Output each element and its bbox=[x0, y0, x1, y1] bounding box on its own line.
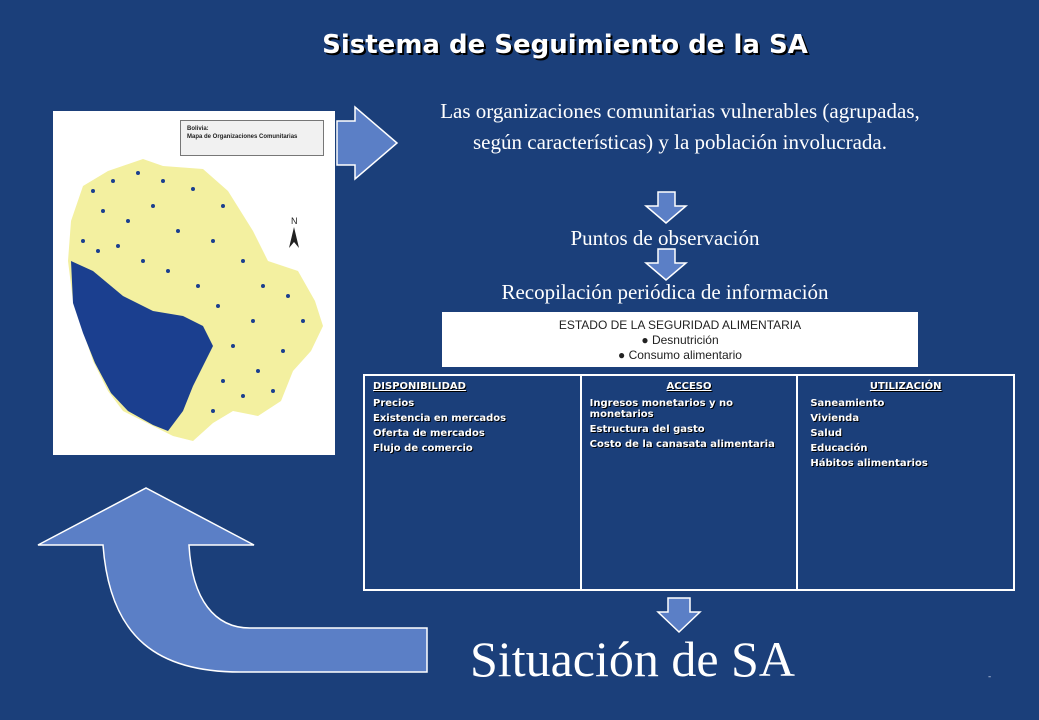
north-label: N bbox=[291, 216, 298, 226]
down-arrow-icon bbox=[646, 249, 686, 280]
column-item: Vivienda bbox=[810, 413, 860, 424]
status-heading: ESTADO DE LA SEGURIDAD ALIMENTARIA bbox=[558, 318, 802, 332]
intro-text: Las organizaciones comunitarias vulnerables (agrupadas, según características) y la población involucrada. bbox=[440, 99, 920, 154]
column-item: Estructura del gasto bbox=[589, 424, 705, 435]
column-header: UTILIZACIÓN bbox=[869, 381, 942, 392]
down-arrow-icon bbox=[658, 598, 700, 632]
column-item: Hábitos alimentarios bbox=[810, 458, 928, 469]
column-item: Educación bbox=[810, 443, 868, 454]
footer-mark: - bbox=[988, 672, 992, 682]
map-legend-line1: Bolivia: bbox=[187, 126, 209, 132]
column-disponibilidad bbox=[365, 376, 580, 589]
indicators-table bbox=[363, 374, 1015, 591]
column-item: Ingresos monetarios y no monetarios bbox=[589, 398, 734, 420]
status-box bbox=[442, 312, 918, 367]
column-item: Saneamiento bbox=[810, 398, 885, 409]
column-items-list bbox=[806, 398, 1005, 469]
status-item: ● Consumo alimentario bbox=[618, 348, 742, 362]
column-item: Costo de la canasata alimentaria bbox=[589, 439, 775, 450]
column-item: Flujo de comercio bbox=[373, 443, 473, 454]
map-legend-line2: Mapa de Organizaciones Comunitarias bbox=[187, 134, 298, 140]
data-collection-label: Recopilación periódica de información bbox=[501, 280, 829, 304]
column-acceso bbox=[580, 376, 797, 589]
slide-title: Sistema de Seguimiento de la SA bbox=[322, 30, 808, 60]
column-item: Oferta de mercados bbox=[373, 428, 485, 439]
column-item: Existencia en mercados bbox=[373, 413, 507, 424]
column-header: ACCESO bbox=[666, 381, 712, 392]
status-item-label: Desnutrición bbox=[651, 333, 719, 347]
column-utilizacion bbox=[796, 376, 1013, 589]
status-item-label: Consumo alimentario bbox=[628, 348, 742, 362]
column-header: DISPONIBILIDAD bbox=[373, 381, 466, 392]
column-item: Salud bbox=[810, 428, 842, 439]
column-item: Precios bbox=[373, 398, 415, 409]
right-arrow-icon bbox=[337, 107, 397, 179]
status-item: ● Desnutrición bbox=[641, 333, 719, 347]
situation-heading: Situación de SA bbox=[470, 631, 795, 687]
down-arrow-icon bbox=[646, 192, 686, 223]
observation-points-label: Puntos de observación bbox=[570, 226, 760, 250]
